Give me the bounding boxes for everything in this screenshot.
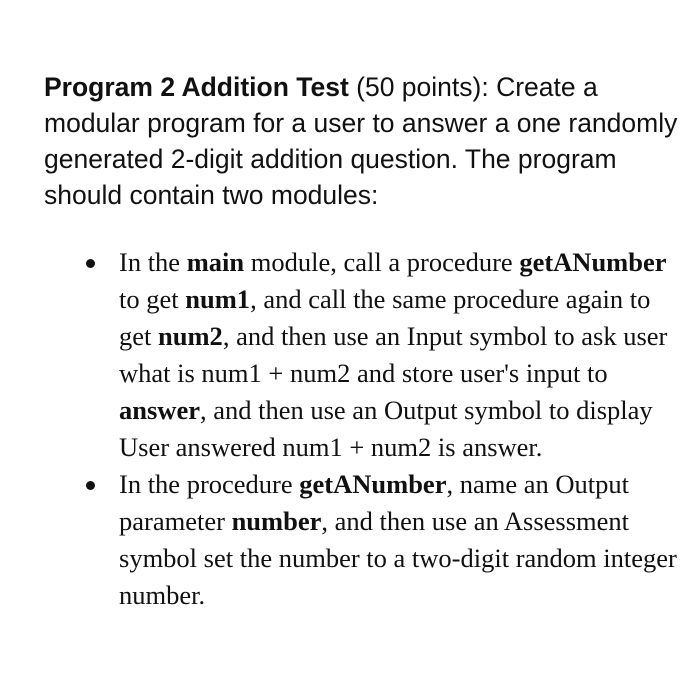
requirement-procedure	[0, 466, 679, 614]
bullet-text: to get	[119, 284, 186, 314]
bullet-dot-icon	[86, 259, 95, 268]
assignment-title: Program 2 Addition Test	[44, 72, 349, 102]
assignment-points: (50 points):	[348, 72, 497, 102]
requirements-list	[0, 244, 690, 614]
bullet-text: In the procedure	[119, 469, 300, 499]
bullet-text: , and then use an Output symbol to display User answered num1 + num2 is answer.	[119, 395, 653, 462]
assignment-description: Create a modular program for a user to answer a one randomly generated 2-digit addition question. The program should contain two modules:	[44, 72, 678, 210]
bullet-bold-term: num1	[185, 284, 251, 314]
bullet-text: In the	[119, 247, 187, 277]
bullet-bold-term: num2	[158, 321, 223, 351]
bullet-bold-term: number	[231, 506, 322, 536]
bullet-dot-icon	[86, 481, 95, 490]
bullet-bold-term: getANumber	[519, 247, 667, 277]
bullet-text: , name an Output parameter	[119, 469, 629, 536]
bullet-bold-term: getANumber	[299, 469, 447, 499]
requirement-main-module	[0, 244, 679, 466]
assignment-heading	[44, 69, 684, 213]
bullet-text: , and then use an Input symbol to ask user what is num1 + num2 and store user's input to	[119, 321, 668, 388]
bullet-bold-term: main	[186, 247, 245, 277]
bullet-text: , and call the same procedure again to get	[119, 284, 651, 351]
bullet-bold-term: answer	[119, 395, 200, 425]
bullet-text: , and then use an Assessment symbol set the number to a two-digit random integer number.	[119, 506, 677, 610]
bullet-text: module, call a procedure	[244, 247, 520, 277]
